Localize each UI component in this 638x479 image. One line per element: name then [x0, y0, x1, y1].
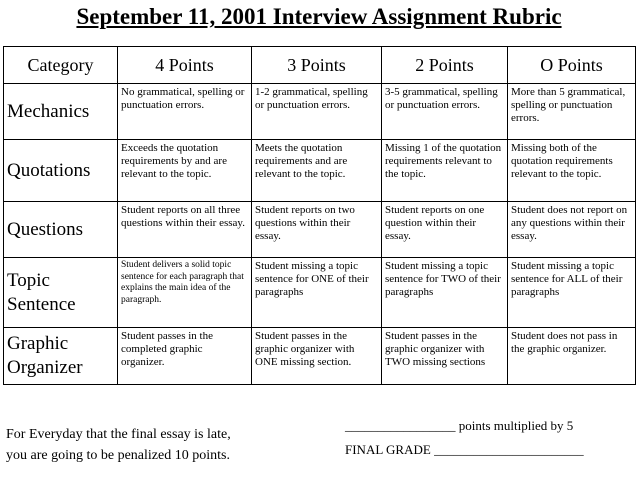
- header-3-points: 3 Points: [252, 47, 382, 84]
- table-cell: Student missing a topic sentence for ONE of their paragraphs: [252, 258, 382, 328]
- category-questions: Questions: [4, 202, 118, 258]
- header-category: Category: [4, 47, 118, 84]
- table-cell: Student reports on one question within their essay.: [382, 202, 508, 258]
- table-cell: Exceeds the quotation requirements by and are relevant to the topic.: [118, 140, 252, 202]
- table-cell: Student reports on two questions within their essay.: [252, 202, 382, 258]
- header-2-points: 2 Points: [382, 47, 508, 84]
- table-cell: Student passes in the graphic organizer with TWO missing sections: [382, 328, 508, 385]
- header-0-points: O Points: [508, 47, 636, 84]
- late-penalty-line-2: you are going to be penalized 10 points.: [6, 448, 230, 463]
- points-multiplied-line: _________________ points multiplied by 5: [345, 418, 574, 433]
- late-penalty-line-1: For Everyday that the final essay is late,: [6, 427, 231, 442]
- table-cell: Student reports on all three questions within their essay.: [118, 202, 252, 258]
- category-mechanics: Mechanics: [4, 84, 118, 140]
- page-title: September 11, 2001 Interview Assignment Rubric: [76, 4, 562, 29]
- table-cell: Student delivers a solid topic sentence for each paragraph that explains the main idea of the paragraph.: [118, 258, 252, 328]
- late-penalty-note: [6, 424, 231, 466]
- table-cell: Meets the quotation requirements and are relevant to the topic.: [252, 140, 382, 202]
- rubric-table: [3, 46, 636, 385]
- table-cell: Student passes in the completed graphic organizer.: [118, 328, 252, 385]
- table-cell: Student does not pass in the graphic organizer.: [508, 328, 636, 385]
- table-cell: Student missing a topic sentence for TWO of their paragraphs: [382, 258, 508, 328]
- table-cell: Student missing a topic sentence for ALL of their paragraphs: [508, 258, 636, 328]
- table-row: [4, 202, 636, 258]
- table-header-row: [4, 47, 636, 84]
- table-cell: 1-2 grammatical, spelling or punctuation errors.: [252, 84, 382, 140]
- table-cell: No grammatical, spelling or punctuation errors.: [118, 84, 252, 140]
- category-quotations: Quotations: [4, 140, 118, 202]
- table-row: [4, 258, 636, 328]
- category-topic-sentence: Topic Sentence: [4, 258, 118, 328]
- table-row: [4, 84, 636, 140]
- table-cell: More than 5 grammatical, spelling or punctuation errors.: [508, 84, 636, 140]
- header-4-points: 4 Points: [118, 47, 252, 84]
- grade-calculation: [345, 414, 584, 462]
- table-cell: Student does not report on any questions within their essay.: [508, 202, 636, 258]
- table-row: [4, 328, 636, 385]
- table-cell: Missing 1 of the quotation requirements relevant to the topic.: [382, 140, 508, 202]
- table-cell: 3-5 grammatical, spelling or punctuation errors.: [382, 84, 508, 140]
- final-grade-line: FINAL GRADE _______________________: [345, 442, 584, 457]
- table-row: [4, 140, 636, 202]
- table-cell: Student passes in the graphic organizer with ONE missing section.: [252, 328, 382, 385]
- category-graphic-organizer: Graphic Organizer: [4, 328, 118, 385]
- table-cell: Missing both of the quotation requirements relevant to the topic.: [508, 140, 636, 202]
